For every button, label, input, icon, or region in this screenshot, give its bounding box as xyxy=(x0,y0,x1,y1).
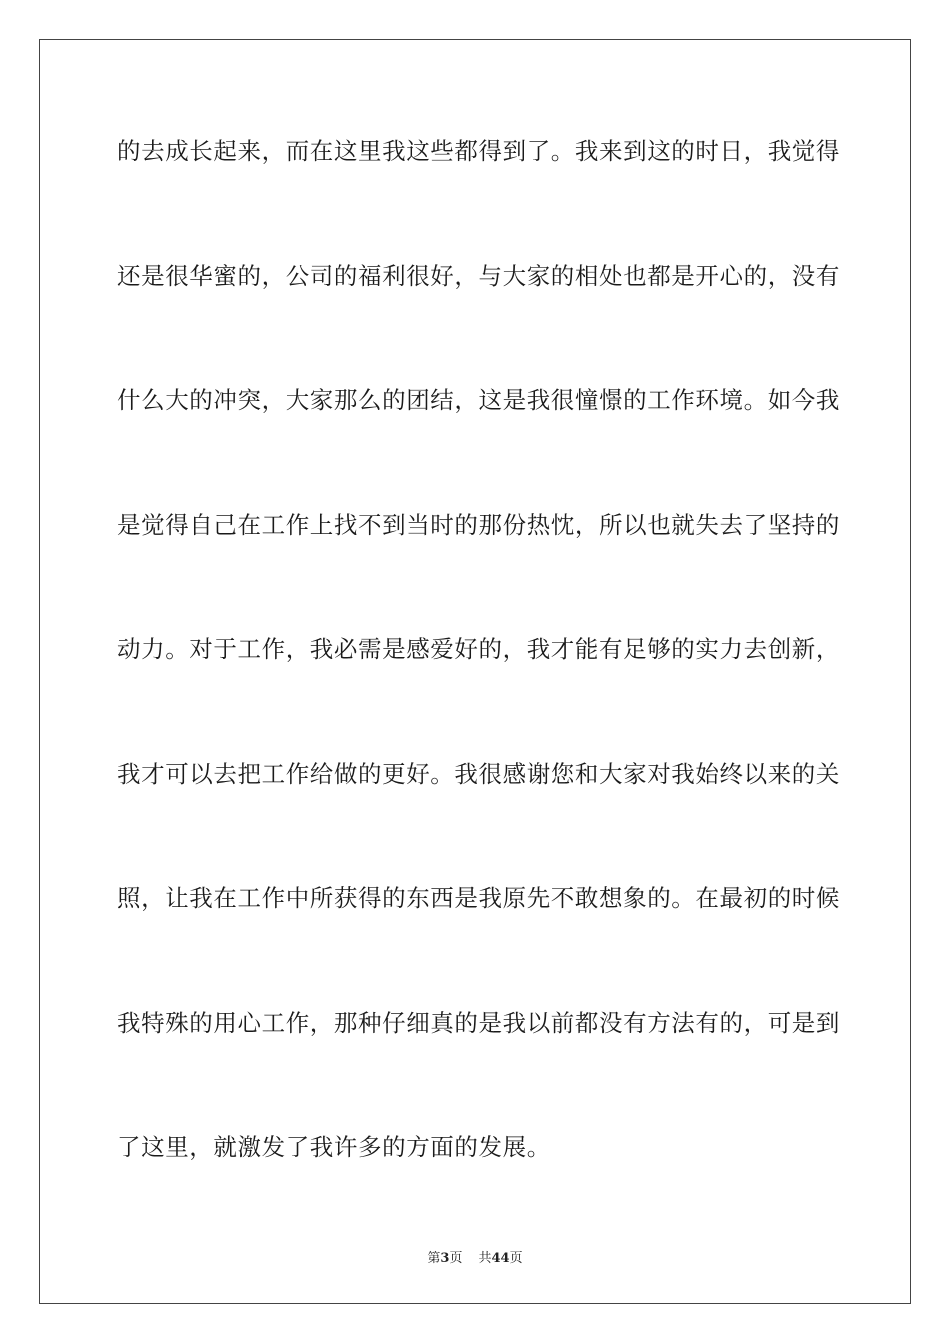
total-pages-number: 44 xyxy=(491,1251,510,1266)
page-prefix: 第 xyxy=(427,1251,441,1266)
text-line: 什么大的冲突，大家那么的团结，这是我很憧憬的工作环境。如今我 xyxy=(117,386,840,414)
page-footer xyxy=(0,1247,950,1266)
total-suffix: 页 xyxy=(509,1251,523,1266)
text-line: 我才可以去把工作给做的更好。我很感谢您和大家对我始终以来的关 xyxy=(117,759,840,788)
total-prefix: 共 xyxy=(478,1251,492,1266)
text-line: 我特殊的用心工作，那种仔细真的是我以前都没有方法有的，可是到 xyxy=(117,1008,840,1037)
current-page-number: 3 xyxy=(440,1251,450,1266)
document-body xyxy=(117,128,840,1249)
text-line: 动力。对于工作，我必需是感爱好的，我才能有足够的实力去创新， xyxy=(117,635,840,663)
text-line: 了这里，就激发了我许多的方面的发展。 xyxy=(117,1133,551,1161)
text-line: 是觉得自己在工作上找不到当时的那份热忱，所以也就失去了坚持的 xyxy=(117,510,840,539)
text-line: 还是很华蜜的，公司的福利很好，与大家的相处也都是开心的，没有 xyxy=(117,261,840,290)
text-line: 的去成长起来，而在这里我这些都得到了。我来到这的时日，我觉得 xyxy=(117,137,840,165)
page-suffix: 页 xyxy=(449,1251,463,1266)
text-line: 照，让我在工作中所获得的东西是我原先不敢想象的。在最初的时候 xyxy=(117,884,840,912)
